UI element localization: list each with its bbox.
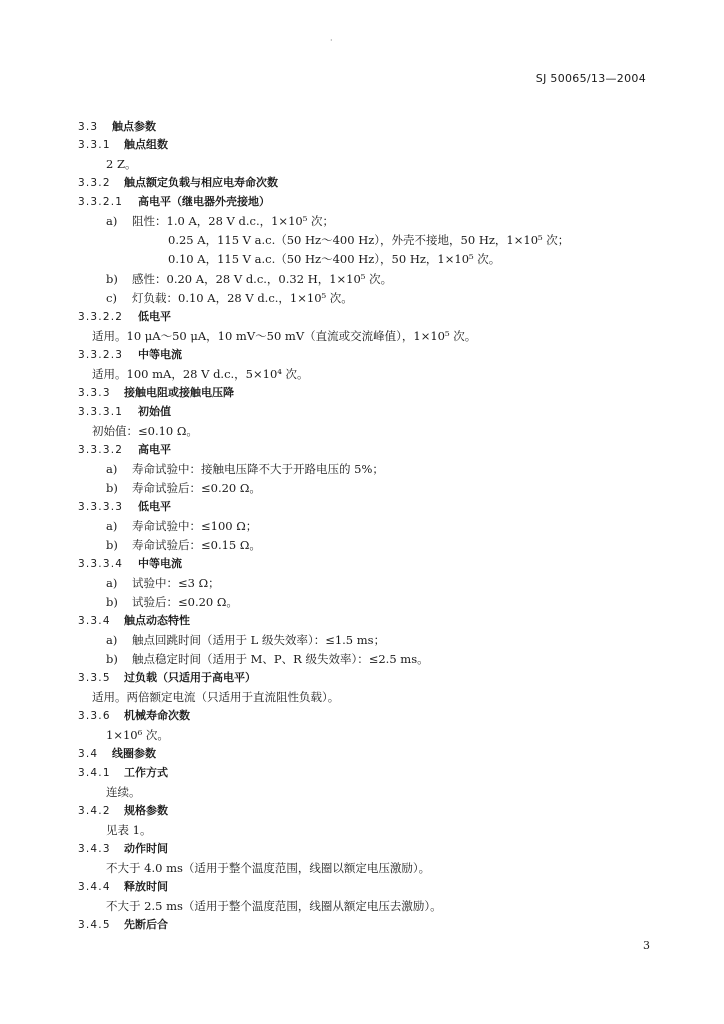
section-number: 3.4.3 <box>78 843 111 855</box>
list-item-label: b) <box>106 538 118 552</box>
section-title: 接触电阻或接触电压降 <box>124 386 234 399</box>
section-number: 3.4.4 <box>78 881 111 893</box>
section-number: 3.3.1 <box>78 139 111 151</box>
section-title: 线圈参数 <box>112 747 156 760</box>
list-item-text: 寿命试验中：≤100 Ω； <box>132 519 258 533</box>
list-item-label: a) <box>106 633 118 647</box>
section-number: 3.3 <box>78 121 99 133</box>
list-item-label: b) <box>106 652 118 666</box>
list-item-label: a) <box>106 576 118 590</box>
section-number: 3.3.2.1 <box>78 196 124 208</box>
section-title: 中等电流 <box>138 557 182 570</box>
section-title: 中等电流 <box>138 348 182 361</box>
section-title: 动作时间 <box>124 842 168 855</box>
section-title: 高电平 <box>138 443 171 456</box>
list-item-label: c) <box>106 291 117 305</box>
section-number: 3.3.3.3 <box>78 501 124 513</box>
section-number: 3.3.3.1 <box>78 406 124 418</box>
section-number: 3.3.2 <box>78 177 111 189</box>
section-title: 触点组数 <box>124 138 168 151</box>
section-title: 规格参数 <box>124 804 168 817</box>
section-number: 3.3.3.4 <box>78 558 124 570</box>
list-item-text: 触点稳定时间（适用于 M、P、R 级失效率）：≤2.5 ms。 <box>132 652 429 666</box>
paragraph-text: 连续。 <box>106 785 141 799</box>
section-number: 3.3.4 <box>78 615 111 627</box>
document-code: SJ 50065/13—2004 <box>535 72 646 85</box>
section-title: 初始值 <box>138 405 171 418</box>
section-number: 3.4.1 <box>78 767 111 779</box>
section-number: 3.4.5 <box>78 919 111 931</box>
section-number: 3.3.5 <box>78 672 111 684</box>
section-title: 先断后合 <box>124 918 168 931</box>
paragraph-text: 1×10⁶ 次。 <box>106 728 169 742</box>
section-title: 低电平 <box>138 310 171 323</box>
paragraph-text: 不大于 2.5 ms（适用于整个温度范围，线圈从额定电压去激励）。 <box>106 899 442 913</box>
section-number: 3.3.2.3 <box>78 349 124 361</box>
paragraph-text: 适用。100 mA，28 V d.c.，5×10⁴ 次。 <box>92 367 309 381</box>
paragraph-text: 不大于 4.0 ms（适用于整个温度范围，线圈以额定电压激励）。 <box>106 861 431 875</box>
list-item-text: 阻性：1.0 A，28 V d.c.，1×10⁵ 次； <box>132 214 334 228</box>
list-item-label: a) <box>106 519 118 533</box>
section-title: 触点额定负载与相应电寿命次数 <box>124 176 278 189</box>
section-title: 低电平 <box>138 500 171 513</box>
section-number: 3.3.3.2 <box>78 444 124 456</box>
list-item-label: b) <box>106 595 118 609</box>
list-item-label: b) <box>106 272 118 286</box>
list-item-text: 触点回跳时间（适用于 L 级失效率）：≤1.5 ms； <box>132 633 386 647</box>
section-title: 触点参数 <box>112 120 156 133</box>
list-item-text: 寿命试验中：接触电压降不大于开路电压的 5%； <box>132 462 384 476</box>
section-number: 3.3.3 <box>78 387 111 399</box>
list-item-text: 寿命试验后：≤0.15 Ω。 <box>132 538 261 552</box>
paragraph-text: 适用。两倍额定电流（只适用于直流阻性负载）。 <box>92 690 340 704</box>
section-number: 3.3.2.2 <box>78 311 124 323</box>
list-item-text: 感性：0.20 A，28 V d.c.，0.32 H，1×10⁵ 次。 <box>132 272 393 286</box>
paragraph-text: 适用。10 μA～50 μA，10 mV～50 mV（直流或交流峰值），1×10⁵ 次。 <box>92 329 477 343</box>
list-item-text: 试验后：≤0.20 Ω。 <box>132 595 238 609</box>
paragraph-text: 2 Z。 <box>106 157 137 171</box>
paragraph-text: 0.10 A，115 V a.c.（50 Hz～400 Hz），50 Hz，1×10⁵ 次。 <box>168 252 501 266</box>
section-title: 工作方式 <box>124 766 168 779</box>
paragraph-text: 0.25 A，115 V a.c.（50 Hz～400 Hz），外壳不接地，50 Hz，1×10⁵ 次； <box>168 233 570 247</box>
list-item-text: 灯负载：0.10 A，28 V d.c.，1×10⁵ 次。 <box>132 291 353 305</box>
section-title: 过负载（只适用于高电平） <box>124 671 256 684</box>
list-item-text: 试验中：≤3 Ω； <box>132 576 220 590</box>
section-title: 机械寿命次数 <box>124 709 190 722</box>
section-title: 释放时间 <box>124 880 168 893</box>
paragraph-text: 初始值：≤0.10 Ω。 <box>92 424 198 438</box>
section-number: 3.4.2 <box>78 805 111 817</box>
section-number: 3.3.6 <box>78 710 111 722</box>
list-item-label: a) <box>106 462 118 476</box>
paragraph-text: 见表 1。 <box>106 823 152 837</box>
scan-speck: · <box>330 36 333 45</box>
section-number: 3.4 <box>78 748 99 760</box>
list-item-text: 寿命试验后：≤0.20 Ω。 <box>132 481 261 495</box>
list-item-label: a) <box>106 214 118 228</box>
list-item-label: b) <box>106 481 118 495</box>
page-number: 3 <box>643 939 650 952</box>
section-title: 高电平（继电器外壳接地） <box>138 195 270 208</box>
section-title: 触点动态特性 <box>124 614 190 627</box>
